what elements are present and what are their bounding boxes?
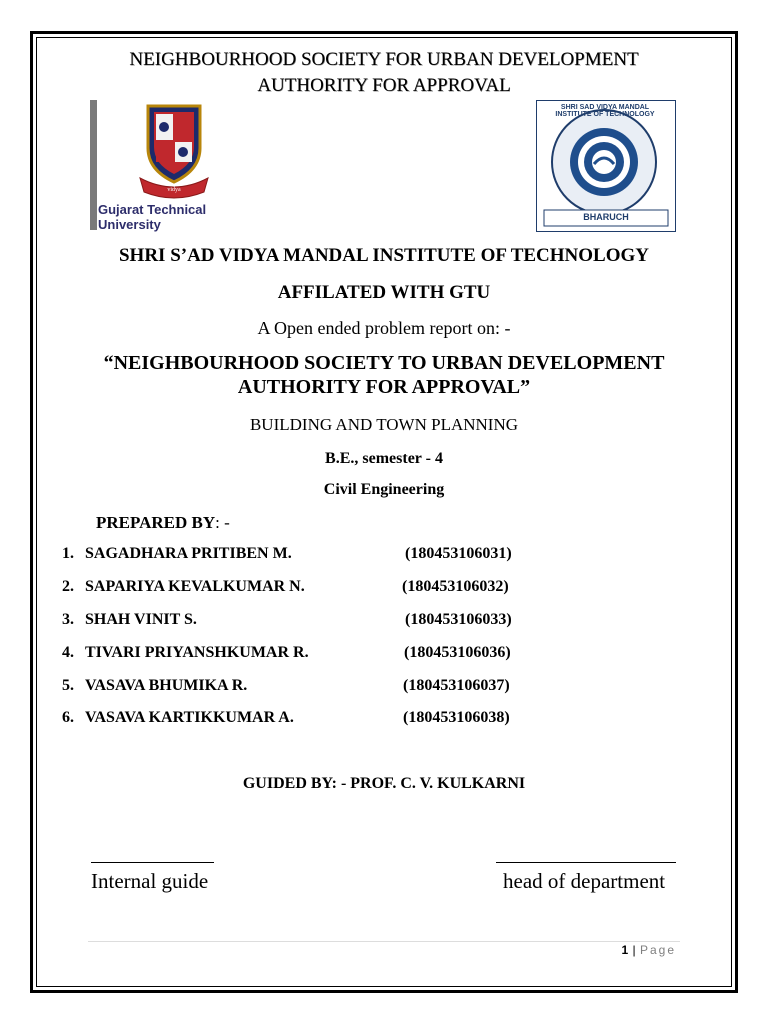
header-line-2: AUTHORITY FOR APPROVAL xyxy=(257,75,511,96)
member-id: (180453106038) xyxy=(403,709,510,726)
svg-text:vidya: vidya xyxy=(167,187,181,193)
document-header xyxy=(0,47,768,99)
member-number: 4. xyxy=(62,644,74,661)
institute-name: SHRI S’AD VIDYA MANDAL INSTITUTE OF TECHNOLOGY xyxy=(118,245,649,266)
page-word: Page xyxy=(639,943,676,957)
prepared-by-label: PREPARED BY xyxy=(96,513,216,532)
prepared-by-heading xyxy=(96,513,230,533)
affiliation: AFFILATED WITH GTU xyxy=(277,282,491,303)
member-id: (180453106037) xyxy=(403,677,510,694)
svmit-logo-bottom-text: BHARUCH xyxy=(583,212,629,222)
member-name: SAPARIYA KEVALKUMAR N. xyxy=(85,578,305,595)
member-id: (180453106033) xyxy=(405,611,512,628)
member-name: VASAVA KARTIKKUMAR A. xyxy=(85,709,294,726)
member-name: TIVARI PRIYANSHKUMAR R. xyxy=(85,644,309,661)
internal-guide-signature-line xyxy=(91,842,214,863)
member-name: SAGADHARA PRITIBEN M. xyxy=(85,545,292,562)
member-id: (180453106032) xyxy=(402,578,509,595)
member-number: 2. xyxy=(62,578,74,595)
svmit-logo-top-text: SHRI SAD VIDYA MANDAL INSTITUTE OF TECHNOLOGY xyxy=(555,104,655,118)
report-title-line-1: “NEIGHBOURHOOD SOCIETY TO URBAN DEVELOPMENT xyxy=(103,352,665,374)
member-id: (180453106036) xyxy=(404,644,511,661)
page-number-separator: | xyxy=(628,943,640,957)
report-title xyxy=(0,351,768,399)
member-name: SHAH VINIT S. xyxy=(85,611,197,628)
svmit-logo xyxy=(536,100,676,232)
internal-guide-label: Internal guide xyxy=(91,869,209,893)
semester: B.E., semester - 4 xyxy=(325,450,443,467)
gtu-logo-text: Gujarat Technical University xyxy=(98,202,207,232)
subject: BUILDING AND TOWN PLANNING xyxy=(249,415,519,434)
member-number: 6. xyxy=(62,709,74,726)
member-id: (180453106031) xyxy=(405,545,512,562)
member-number: 5. xyxy=(62,677,74,694)
member-number: 3. xyxy=(62,611,74,628)
report-title-line-2: AUTHORITY FOR APPROVAL” xyxy=(237,376,531,398)
header-line-1: NEIGHBOURHOOD SOCIETY FOR URBAN DEVELOPMENT xyxy=(129,49,639,70)
prepared-by-suffix: : - xyxy=(215,513,230,532)
footer-divider xyxy=(88,941,680,942)
member-number: 1. xyxy=(62,545,74,562)
hod-label: head of department xyxy=(503,869,666,893)
gtu-logo xyxy=(90,100,254,230)
hod-signature-line xyxy=(496,842,676,863)
report-intro: A Open ended problem report on: - xyxy=(257,318,511,338)
member-name: VASAVA BHUMIKA R. xyxy=(85,677,248,694)
page-number xyxy=(560,943,676,957)
page-number-value: 1 xyxy=(621,943,629,957)
guided-by: GUIDED BY: - PROF. C. V. KULKARNI xyxy=(242,775,526,792)
department: Civil Engineering xyxy=(323,481,445,498)
